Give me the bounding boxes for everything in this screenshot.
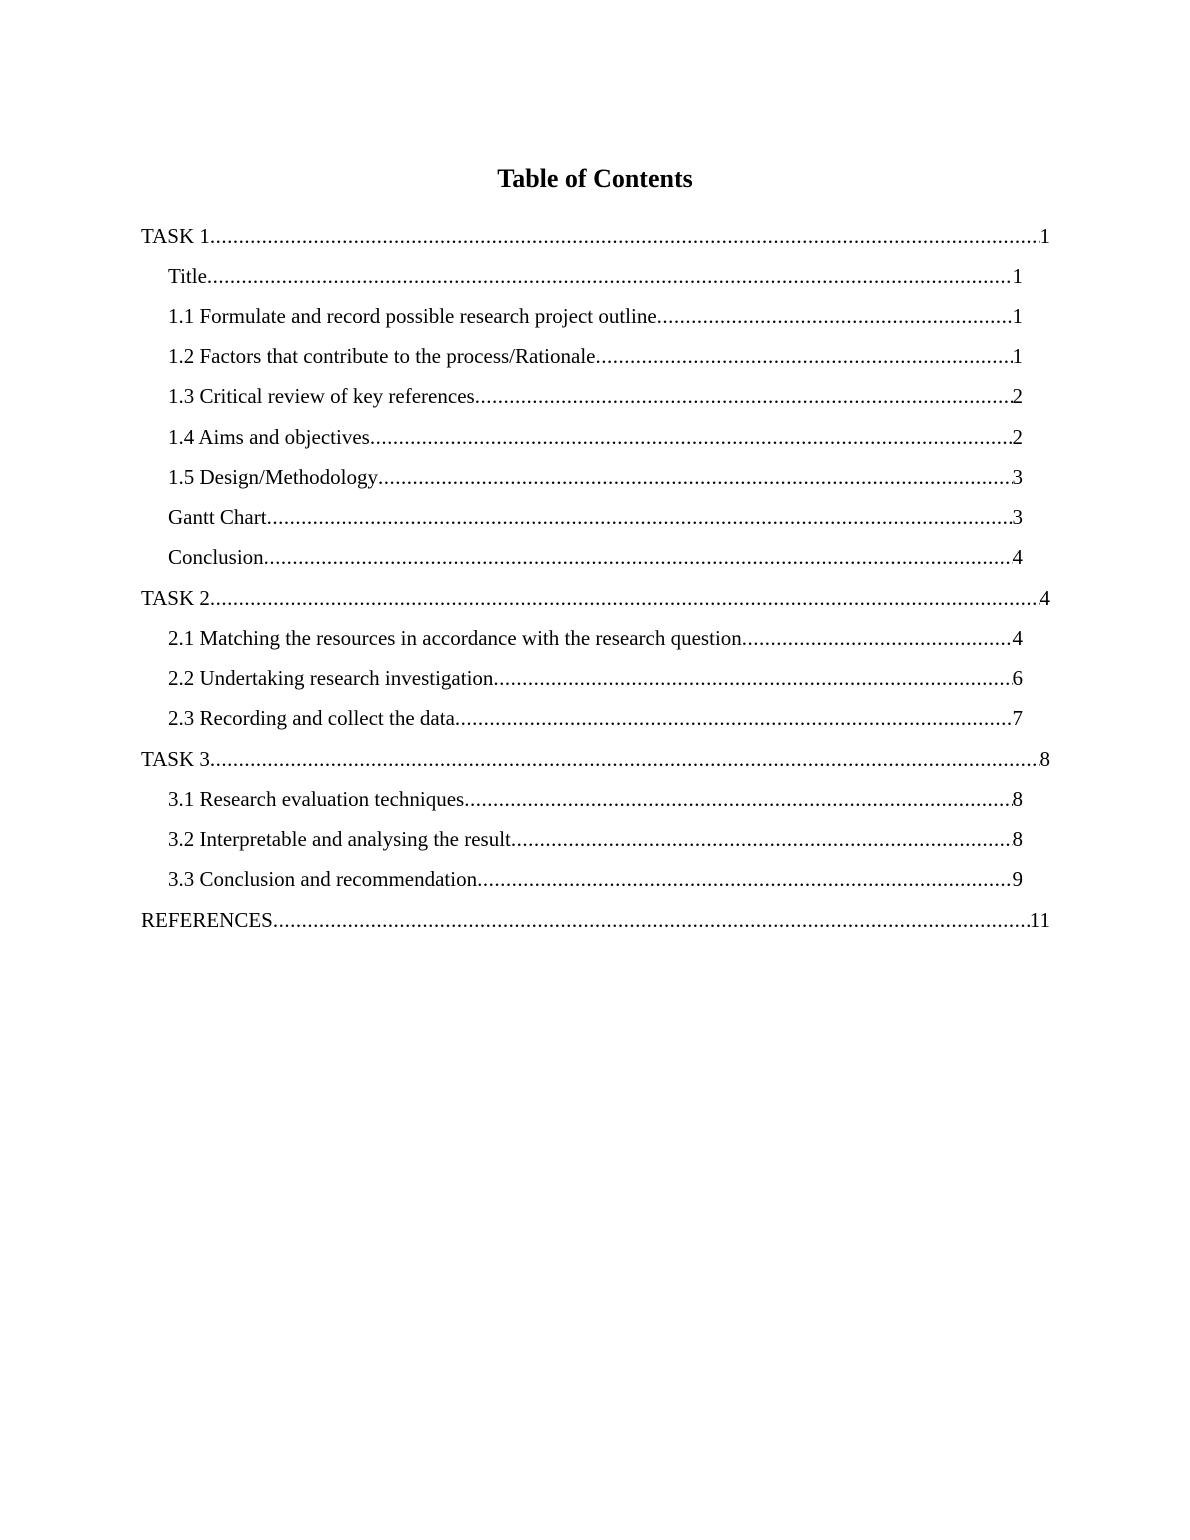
toc-entry-3-2[interactable] xyxy=(168,823,1023,855)
dot-leader xyxy=(210,743,1040,775)
toc-entry-label: 2.1 Matching the resources in accordance with the research question xyxy=(168,626,742,650)
toc-entry-label: TASK 2 xyxy=(141,586,210,610)
dot-leader xyxy=(477,863,1012,895)
toc-entry-page: 2 xyxy=(1012,425,1023,449)
toc-entry-label: 1.4 Aims and objectives xyxy=(168,425,370,449)
toc-entry-page: 3 xyxy=(1012,505,1023,529)
toc-entry-page: 1 xyxy=(1012,264,1023,288)
toc-entry-label: REFERENCES xyxy=(141,908,273,932)
toc-entry-label: 1.1 Formulate and record possible research project outline xyxy=(168,304,657,328)
toc-entry-label: Gantt Chart xyxy=(168,505,267,529)
dot-leader xyxy=(475,380,1013,412)
toc-entry-2-3[interactable] xyxy=(168,702,1023,734)
toc-entry-page: 1 xyxy=(1012,344,1023,368)
toc-entry-label: TASK 1 xyxy=(141,224,210,248)
toc-entry-label: Title xyxy=(168,264,207,288)
toc-entry-2-2[interactable] xyxy=(168,662,1023,694)
dot-leader xyxy=(210,582,1040,614)
toc-entry-conclusion[interactable] xyxy=(168,541,1023,573)
toc-entry-label: 2.3 Recording and collect the data xyxy=(168,706,455,730)
toc-entry-1-2[interactable] xyxy=(168,340,1023,372)
toc-entry-3-1[interactable] xyxy=(168,783,1023,815)
toc-entry-page: 4 xyxy=(1039,586,1050,610)
dot-leader xyxy=(742,622,1013,654)
toc-entry-page: 4 xyxy=(1012,545,1023,569)
toc-entry-page: 8 xyxy=(1012,827,1023,851)
toc-entry-label: 1.3 Critical review of key references xyxy=(168,384,475,408)
toc-entry-page: 8 xyxy=(1012,787,1023,811)
dot-leader xyxy=(207,260,1013,292)
toc-entry-label: Conclusion xyxy=(168,545,264,569)
dot-leader xyxy=(264,541,1013,573)
dot-leader xyxy=(370,421,1013,453)
toc-entry-1-5[interactable] xyxy=(168,461,1023,493)
toc-entry-1-1[interactable] xyxy=(168,300,1023,332)
toc-entry-page: 11 xyxy=(1029,908,1050,932)
toc-entry-label: 1.5 Design/Methodology xyxy=(168,465,378,489)
dot-leader xyxy=(210,220,1040,252)
toc-entry-references[interactable] xyxy=(141,904,1050,936)
toc-entry-task-3[interactable] xyxy=(141,743,1050,775)
dot-leader xyxy=(595,340,1012,372)
toc-entry-page: 7 xyxy=(1012,706,1023,730)
toc-entry-page: 1 xyxy=(1039,224,1050,248)
toc-entry-1-4[interactable] xyxy=(168,421,1023,453)
dot-leader xyxy=(378,461,1013,493)
toc-entry-page: 9 xyxy=(1012,867,1023,891)
toc-entry-label: TASK 3 xyxy=(141,747,210,771)
toc-entry-label: 2.2 Undertaking research investigation xyxy=(168,666,494,690)
toc-entry-task-2[interactable] xyxy=(141,582,1050,614)
dot-leader xyxy=(657,300,1013,332)
dot-leader xyxy=(267,501,1013,533)
toc-entry-3-3[interactable] xyxy=(168,863,1023,895)
toc-entry-page: 2 xyxy=(1012,384,1023,408)
toc-entry-1-3[interactable] xyxy=(168,380,1023,412)
toc-entry-gantt-chart[interactable] xyxy=(168,501,1023,533)
toc-entry-page: 8 xyxy=(1039,747,1050,771)
toc-entry-page: 4 xyxy=(1012,626,1023,650)
toc-entry-label: 3.1 Research evaluation techniques xyxy=(168,787,465,811)
dot-leader xyxy=(464,783,1012,815)
toc-entry-page: 3 xyxy=(1012,465,1023,489)
toc-title: Table of Contents xyxy=(497,164,693,193)
toc-entry-title[interactable] xyxy=(168,260,1023,292)
toc-entry-label: 3.2 Interpretable and analysing the result xyxy=(168,827,511,851)
toc-entry-label: 3.3 Conclusion and recommendation xyxy=(168,867,478,891)
dot-leader xyxy=(273,904,1030,936)
toc-entry-page: 1 xyxy=(1012,304,1023,328)
toc-entry-task-1[interactable] xyxy=(141,220,1050,252)
dot-leader xyxy=(455,702,1013,734)
dot-leader xyxy=(493,662,1012,694)
toc-entry-2-1[interactable] xyxy=(168,622,1023,654)
toc-entry-page: 6 xyxy=(1012,666,1023,690)
toc-entry-label: 1.2 Factors that contribute to the process/Rationale xyxy=(168,344,596,368)
dot-leader xyxy=(511,823,1013,855)
